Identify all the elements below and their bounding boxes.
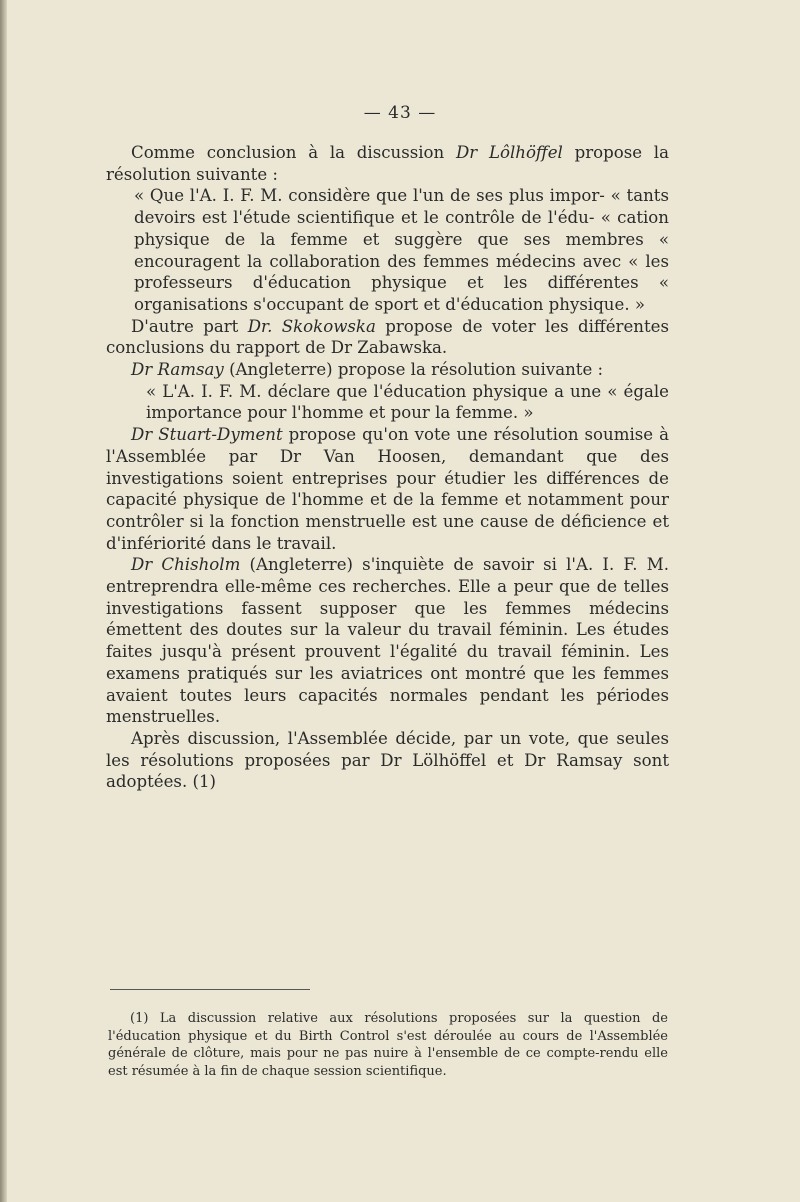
footnote-text: (1) La discussion relative aux résolutions proposées sur la question de l'éducation physique et du Birth Control s'est déroulée au cours de l'Assemblée générale de clôture, mais pour ne pas nuire à l'ensemble de ce compte-rendu elle est résumée à la fin de chaque session scientifique. — [108, 1011, 668, 1079]
speaker-name: Dr Chisholm — [131, 555, 241, 575]
text-run: Comme conclusion à la discussion — [131, 143, 456, 162]
page-edge — [0, 0, 7, 1202]
paragraph-ramsay — [106, 359, 669, 381]
footnote — [108, 1010, 668, 1080]
paragraph-stuart-dyment — [106, 424, 669, 554]
paragraph-chisholm — [106, 554, 669, 728]
text-run: D'autre part — [131, 316, 248, 336]
speaker-name: Dr Stuart-Dyment — [131, 425, 283, 445]
text-run: (Angleterre) propose la résolution suivante : — [223, 360, 604, 380]
page-number: — 43 — — [363, 103, 437, 123]
paragraph-skokowska — [106, 316, 669, 359]
resolution-quote-2: « L'A. I. F. M. déclare que l'éducation physique a une « égale importance pour l'homme et pour la femme. » — [146, 381, 669, 423]
paragraph-conclusion — [106, 142, 669, 185]
speaker-name: Dr. Skokowska — [247, 316, 376, 336]
body-text — [106, 142, 669, 793]
text-run: propose la résolution suivante : — [106, 143, 669, 184]
resolution-quote-1: « Que l'A. I. F. M. considère que l'un de ses plus impor- « tants devoirs est l'étude scientifique et le contrôle de l'édu- « cation physique de la femme et suggère que ses membres « encouragent la collaboration des femmes médecins avec « les professeurs d'éducation physique et les différentes « organisations s'occupant de sport et d'éducation physique. » — [134, 186, 669, 314]
footnote-rule — [110, 989, 310, 990]
text-run: propose qu'on vote une résolution soumise à l'Assemblée par Dr Van Hoosen, demandant que des investigations soient entreprises pour étudier les différences de capacité physique de l'homme et de la femme et notamment pour contrôler si la fonction menstruelle est une cause de déficience et d'infériorité dans le travail. — [106, 425, 669, 553]
speaker-name: Dr Lôlhöffel — [455, 143, 563, 162]
text-run: (Angleterre) s'inquiète de savoir si l'A. I. F. M. entreprendra elle-même ces recherches. Elle a peur que de telles investigations fassent supposer que les femmes médecins émettent des doutes sur la valeur du travail féminin. Les études faites jusqu'à présent prouvent l'égalité du travail féminin. Les examens pratiqués sur les aviatrices ont montré que les femmes avaient toutes leurs capacités normales pendant les périodes menstruelles. — [106, 555, 669, 727]
text-run: propose de voter les différentes conclusions du rapport de Dr Zabawska. — [106, 316, 669, 358]
speaker-name: Dr Ramsay — [131, 360, 224, 380]
paragraph-decision: Après discussion, l'Assemblée décide, par un vote, que seules les résolutions proposées par Dr Lölhöffel et Dr Ramsay sont adoptées. (1) — [106, 728, 669, 792]
